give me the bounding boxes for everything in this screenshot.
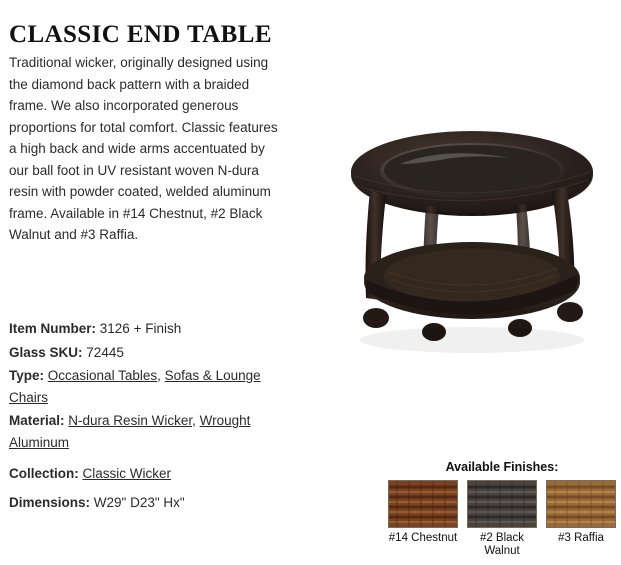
finish-swatch-black-walnut-image[interactable] <box>467 480 537 528</box>
finish-swatch-row <box>388 480 616 558</box>
spec-glass-sku-label: Glass SKU: <box>9 344 83 360</box>
product-image <box>330 120 615 370</box>
finish-swatch-black-walnut[interactable] <box>467 480 537 558</box>
spec-type-link-sofas-lounge-chairs[interactable]: Sofas & Lounge Chairs <box>9 368 261 405</box>
spec-material-link-wrought-aluminum[interactable]: Wrought Aluminum <box>9 413 251 450</box>
finish-swatch-chestnut-image[interactable] <box>388 480 458 528</box>
spec-collection-link-classic-wicker[interactable]: Classic Wicker <box>82 466 172 481</box>
spec-type <box>9 365 299 408</box>
spec-material-label: Material: <box>9 413 65 428</box>
finish-swatch-raffia-image[interactable] <box>546 480 616 528</box>
spec-material <box>9 410 299 453</box>
spec-material-link-ndura-resin-wicker[interactable]: N-dura Resin Wicker <box>68 413 193 428</box>
spec-item-number-label: Item Number: <box>9 321 97 336</box>
spec-collection <box>9 463 299 485</box>
product-description: Traditional wicker, originally designed using the diamond back pattern with a braided frame. We also incorporated generous proportions for total comfort. Classic features a high back and wide arms accentuated by our ball foot in UV resistant woven N-dura resin with powder coated, welded aluminum frame. Available in #14 Chestnut, #2 Black Walnut and #3 Raffia. <box>9 55 278 242</box>
spec-type-label: Type: <box>9 368 45 383</box>
spec-material-separator: , <box>192 413 200 428</box>
spec-item-number <box>9 318 299 340</box>
spec-collection-label: Collection: <box>9 466 79 481</box>
page-title: CLASSIC END TABLE <box>9 20 272 48</box>
spec-glass-sku-value: 72445 <box>86 344 124 360</box>
finish-swatch-raffia[interactable] <box>546 480 616 558</box>
spec-item-number-value: 3126 + Finish <box>99 321 182 336</box>
spec-dimensions-value: W29" D23" Hx" <box>93 495 185 510</box>
available-finishes-title: Available Finishes: <box>445 460 559 474</box>
spec-type-separator: , <box>157 368 165 383</box>
finish-swatch-chestnut[interactable] <box>388 480 458 558</box>
finish-swatch-raffia-label: #3 Raffia <box>558 532 604 544</box>
spec-dimensions-label: Dimensions: <box>9 495 91 510</box>
spec-type-link-occasional-tables[interactable]: Occasional Tables <box>47 368 158 383</box>
available-finishes <box>388 460 616 558</box>
product-specs <box>9 318 299 487</box>
finish-swatch-chestnut-label: #14 Chestnut <box>388 532 458 544</box>
spec-dimensions <box>9 492 185 514</box>
spec-glass-sku <box>9 342 299 364</box>
finish-swatch-black-walnut-label: #2 Black Walnut <box>479 532 525 557</box>
